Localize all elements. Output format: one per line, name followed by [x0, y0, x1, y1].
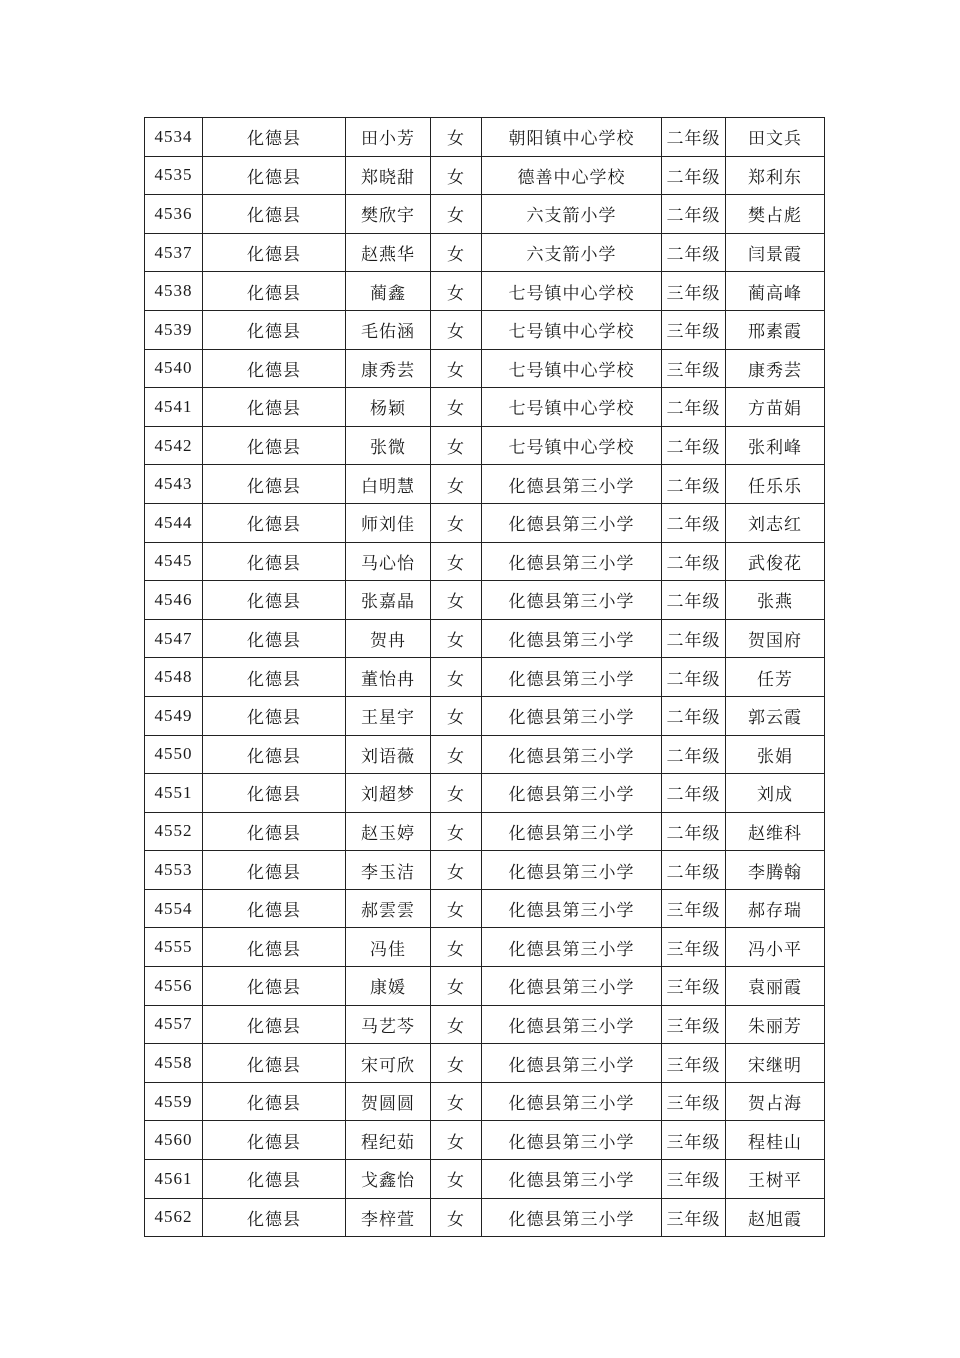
table-row — [145, 349, 825, 388]
cell-county: 化德县 — [203, 658, 346, 697]
cell-student-name: 杨颖 — [346, 388, 431, 427]
table-row — [145, 1044, 825, 1083]
cell-student-name: 张微 — [346, 426, 431, 465]
cell-grade: 二年级 — [662, 195, 726, 234]
cell-grade: 二年级 — [662, 619, 726, 658]
table-row — [145, 542, 825, 581]
cell-grade: 三年级 — [662, 1198, 726, 1237]
cell-county: 化德县 — [203, 156, 346, 195]
cell-number: 4545 — [145, 542, 203, 581]
cell-student-name: 王星宇 — [346, 696, 431, 735]
table-row — [145, 1160, 825, 1199]
table-row — [145, 967, 825, 1006]
cell-grade: 二年级 — [662, 118, 726, 157]
cell-student-name: 郝雲雲 — [346, 889, 431, 928]
table-row — [145, 118, 825, 157]
cell-number: 4537 — [145, 233, 203, 272]
cell-grade: 二年级 — [662, 696, 726, 735]
cell-county: 化德县 — [203, 1198, 346, 1237]
cell-teacher: 闫景霞 — [726, 233, 825, 272]
cell-number: 4558 — [145, 1044, 203, 1083]
cell-county: 化德县 — [203, 812, 346, 851]
cell-number: 4561 — [145, 1160, 203, 1199]
cell-school: 化德县第三小学 — [482, 619, 662, 658]
table-row — [145, 851, 825, 890]
cell-student-name: 冯佳 — [346, 928, 431, 967]
table-row — [145, 812, 825, 851]
cell-county: 化德县 — [203, 735, 346, 774]
cell-county: 化德县 — [203, 503, 346, 542]
cell-teacher: 赵维科 — [726, 812, 825, 851]
cell-grade: 二年级 — [662, 388, 726, 427]
cell-gender: 女 — [431, 1005, 482, 1044]
cell-gender: 女 — [431, 735, 482, 774]
cell-teacher: 张娟 — [726, 735, 825, 774]
cell-county: 化德县 — [203, 426, 346, 465]
cell-school: 化德县第三小学 — [482, 1044, 662, 1083]
cell-county: 化德县 — [203, 1082, 346, 1121]
cell-teacher: 张利峰 — [726, 426, 825, 465]
cell-school: 化德县第三小学 — [482, 967, 662, 1006]
cell-number: 4540 — [145, 349, 203, 388]
table-row — [145, 928, 825, 967]
table-row — [145, 1198, 825, 1237]
table-row — [145, 1005, 825, 1044]
cell-grade: 二年级 — [662, 426, 726, 465]
cell-grade: 二年级 — [662, 812, 726, 851]
cell-student-name: 郑晓甜 — [346, 156, 431, 195]
cell-gender: 女 — [431, 658, 482, 697]
cell-gender: 女 — [431, 388, 482, 427]
cell-county: 化德县 — [203, 233, 346, 272]
cell-gender: 女 — [431, 1121, 482, 1160]
cell-county: 化德县 — [203, 542, 346, 581]
cell-county: 化德县 — [203, 465, 346, 504]
table-row — [145, 156, 825, 195]
cell-student-name: 樊欣宇 — [346, 195, 431, 234]
cell-student-name: 程纪茹 — [346, 1121, 431, 1160]
table-row — [145, 1121, 825, 1160]
cell-grade: 三年级 — [662, 928, 726, 967]
cell-county: 化德县 — [203, 1044, 346, 1083]
table-row — [145, 195, 825, 234]
cell-school: 七号镇中心学校 — [482, 388, 662, 427]
cell-student-name: 戈鑫怡 — [346, 1160, 431, 1199]
cell-number: 4536 — [145, 195, 203, 234]
cell-gender: 女 — [431, 195, 482, 234]
cell-teacher: 武俊花 — [726, 542, 825, 581]
cell-county: 化德县 — [203, 774, 346, 813]
cell-county: 化德县 — [203, 851, 346, 890]
cell-teacher: 刘志红 — [726, 503, 825, 542]
cell-gender: 女 — [431, 696, 482, 735]
cell-number: 4553 — [145, 851, 203, 890]
cell-county: 化德县 — [203, 195, 346, 234]
cell-grade: 二年级 — [662, 233, 726, 272]
cell-student-name: 李梓萱 — [346, 1198, 431, 1237]
cell-grade: 三年级 — [662, 889, 726, 928]
cell-school: 化德县第三小学 — [482, 812, 662, 851]
cell-gender: 女 — [431, 233, 482, 272]
cell-school: 化德县第三小学 — [482, 774, 662, 813]
cell-grade: 三年级 — [662, 272, 726, 311]
cell-school: 德善中心学校 — [482, 156, 662, 195]
cell-number: 4556 — [145, 967, 203, 1006]
cell-county: 化德县 — [203, 581, 346, 620]
cell-school: 化德县第三小学 — [482, 696, 662, 735]
cell-teacher: 贺国府 — [726, 619, 825, 658]
cell-gender: 女 — [431, 542, 482, 581]
cell-number: 4550 — [145, 735, 203, 774]
cell-teacher: 贺占海 — [726, 1082, 825, 1121]
cell-county: 化德县 — [203, 388, 346, 427]
cell-school: 化德县第三小学 — [482, 928, 662, 967]
cell-number: 4541 — [145, 388, 203, 427]
cell-gender: 女 — [431, 851, 482, 890]
cell-school: 化德县第三小学 — [482, 889, 662, 928]
cell-student-name: 蔺鑫 — [346, 272, 431, 311]
cell-number: 4535 — [145, 156, 203, 195]
cell-school: 六支箭小学 — [482, 195, 662, 234]
cell-number: 4559 — [145, 1082, 203, 1121]
cell-student-name: 刘超梦 — [346, 774, 431, 813]
cell-teacher: 程桂山 — [726, 1121, 825, 1160]
cell-number: 4538 — [145, 272, 203, 311]
cell-teacher: 李腾翰 — [726, 851, 825, 890]
cell-grade: 二年级 — [662, 503, 726, 542]
cell-county: 化德县 — [203, 118, 346, 157]
cell-county: 化德县 — [203, 272, 346, 311]
cell-grade: 三年级 — [662, 1082, 726, 1121]
cell-number: 4548 — [145, 658, 203, 697]
cell-grade: 三年级 — [662, 967, 726, 1006]
table-row — [145, 465, 825, 504]
cell-gender: 女 — [431, 1160, 482, 1199]
cell-school: 化德县第三小学 — [482, 1082, 662, 1121]
cell-student-name: 贺圆圆 — [346, 1082, 431, 1121]
table-row — [145, 658, 825, 697]
cell-gender: 女 — [431, 272, 482, 311]
cell-teacher: 王树平 — [726, 1160, 825, 1199]
cell-grade: 二年级 — [662, 542, 726, 581]
cell-grade: 二年级 — [662, 581, 726, 620]
cell-teacher: 宋继明 — [726, 1044, 825, 1083]
cell-teacher: 郑利东 — [726, 156, 825, 195]
table-row — [145, 696, 825, 735]
cell-teacher: 张燕 — [726, 581, 825, 620]
cell-teacher: 赵旭霞 — [726, 1198, 825, 1237]
cell-grade: 二年级 — [662, 156, 726, 195]
cell-school: 化德县第三小学 — [482, 1198, 662, 1237]
cell-school: 六支箭小学 — [482, 233, 662, 272]
cell-student-name: 刘语薇 — [346, 735, 431, 774]
cell-teacher: 樊占彪 — [726, 195, 825, 234]
cell-student-name: 康媛 — [346, 967, 431, 1006]
cell-teacher: 任芳 — [726, 658, 825, 697]
cell-teacher: 郭云霞 — [726, 696, 825, 735]
cell-school: 化德县第三小学 — [482, 658, 662, 697]
cell-student-name: 马艺芩 — [346, 1005, 431, 1044]
cell-school: 七号镇中心学校 — [482, 272, 662, 311]
roster-body — [145, 118, 825, 1237]
cell-teacher: 方苗娟 — [726, 388, 825, 427]
cell-number: 4549 — [145, 696, 203, 735]
cell-grade: 三年级 — [662, 1160, 726, 1199]
cell-teacher: 朱丽芳 — [726, 1005, 825, 1044]
cell-student-name: 贺冉 — [346, 619, 431, 658]
cell-gender: 女 — [431, 1198, 482, 1237]
cell-grade: 二年级 — [662, 774, 726, 813]
cell-number: 4562 — [145, 1198, 203, 1237]
cell-county: 化德县 — [203, 1121, 346, 1160]
student-roster-table — [144, 117, 825, 1237]
cell-school: 朝阳镇中心学校 — [482, 118, 662, 157]
table-row — [145, 774, 825, 813]
cell-gender: 女 — [431, 774, 482, 813]
table-row — [145, 889, 825, 928]
cell-grade: 二年级 — [662, 851, 726, 890]
cell-school: 化德县第三小学 — [482, 1160, 662, 1199]
cell-county: 化德县 — [203, 967, 346, 1006]
cell-county: 化德县 — [203, 619, 346, 658]
cell-grade: 二年级 — [662, 735, 726, 774]
cell-grade: 三年级 — [662, 1121, 726, 1160]
cell-gender: 女 — [431, 967, 482, 1006]
cell-county: 化德县 — [203, 310, 346, 349]
cell-number: 4551 — [145, 774, 203, 813]
cell-school: 化德县第三小学 — [482, 735, 662, 774]
cell-number: 4547 — [145, 619, 203, 658]
cell-teacher: 袁丽霞 — [726, 967, 825, 1006]
cell-county: 化德县 — [203, 696, 346, 735]
cell-grade: 三年级 — [662, 310, 726, 349]
cell-teacher: 田文兵 — [726, 118, 825, 157]
cell-school: 化德县第三小学 — [482, 503, 662, 542]
table-row — [145, 581, 825, 620]
cell-student-name: 李玉洁 — [346, 851, 431, 890]
cell-gender: 女 — [431, 156, 482, 195]
cell-number: 4542 — [145, 426, 203, 465]
cell-number: 4554 — [145, 889, 203, 928]
cell-number: 4543 — [145, 465, 203, 504]
cell-grade: 三年级 — [662, 349, 726, 388]
cell-teacher: 郝存瑞 — [726, 889, 825, 928]
cell-student-name: 师刘佳 — [346, 503, 431, 542]
cell-number: 4552 — [145, 812, 203, 851]
cell-school: 七号镇中心学校 — [482, 310, 662, 349]
table-row — [145, 1082, 825, 1121]
cell-gender: 女 — [431, 310, 482, 349]
cell-student-name: 宋可欣 — [346, 1044, 431, 1083]
cell-number: 4544 — [145, 503, 203, 542]
cell-county: 化德县 — [203, 928, 346, 967]
cell-student-name: 康秀芸 — [346, 349, 431, 388]
cell-grade: 二年级 — [662, 658, 726, 697]
cell-county: 化德县 — [203, 1005, 346, 1044]
cell-gender: 女 — [431, 503, 482, 542]
cell-student-name: 马心怡 — [346, 542, 431, 581]
cell-number: 4546 — [145, 581, 203, 620]
cell-gender: 女 — [431, 1082, 482, 1121]
cell-gender: 女 — [431, 465, 482, 504]
cell-gender: 女 — [431, 928, 482, 967]
cell-county: 化德县 — [203, 889, 346, 928]
cell-teacher: 刘成 — [726, 774, 825, 813]
cell-student-name: 张嘉晶 — [346, 581, 431, 620]
cell-number: 4534 — [145, 118, 203, 157]
cell-gender: 女 — [431, 889, 482, 928]
cell-gender: 女 — [431, 812, 482, 851]
table-row — [145, 619, 825, 658]
cell-grade: 二年级 — [662, 465, 726, 504]
cell-gender: 女 — [431, 349, 482, 388]
cell-number: 4557 — [145, 1005, 203, 1044]
table-row — [145, 272, 825, 311]
cell-student-name: 田小芳 — [346, 118, 431, 157]
cell-school: 化德县第三小学 — [482, 1121, 662, 1160]
cell-student-name: 毛佑涵 — [346, 310, 431, 349]
cell-student-name: 赵燕华 — [346, 233, 431, 272]
table-row — [145, 426, 825, 465]
cell-grade: 三年级 — [662, 1044, 726, 1083]
cell-student-name: 董怡冉 — [346, 658, 431, 697]
cell-school: 化德县第三小学 — [482, 465, 662, 504]
cell-county: 化德县 — [203, 349, 346, 388]
cell-school: 化德县第三小学 — [482, 1005, 662, 1044]
cell-county: 化德县 — [203, 1160, 346, 1199]
cell-teacher: 任乐乐 — [726, 465, 825, 504]
cell-number: 4539 — [145, 310, 203, 349]
cell-student-name: 白明慧 — [346, 465, 431, 504]
table-row — [145, 310, 825, 349]
table-row — [145, 503, 825, 542]
cell-school: 化德县第三小学 — [482, 542, 662, 581]
cell-gender: 女 — [431, 581, 482, 620]
cell-teacher: 邢素霞 — [726, 310, 825, 349]
cell-gender: 女 — [431, 118, 482, 157]
cell-gender: 女 — [431, 1044, 482, 1083]
table-row — [145, 388, 825, 427]
cell-grade: 三年级 — [662, 1005, 726, 1044]
cell-school: 化德县第三小学 — [482, 851, 662, 890]
cell-student-name: 赵玉婷 — [346, 812, 431, 851]
cell-number: 4560 — [145, 1121, 203, 1160]
cell-school: 七号镇中心学校 — [482, 349, 662, 388]
cell-gender: 女 — [431, 426, 482, 465]
cell-school: 化德县第三小学 — [482, 581, 662, 620]
cell-gender: 女 — [431, 619, 482, 658]
cell-number: 4555 — [145, 928, 203, 967]
cell-teacher: 蔺高峰 — [726, 272, 825, 311]
cell-school: 七号镇中心学校 — [482, 426, 662, 465]
table-row — [145, 233, 825, 272]
cell-teacher: 冯小平 — [726, 928, 825, 967]
table-row — [145, 735, 825, 774]
cell-teacher: 康秀芸 — [726, 349, 825, 388]
